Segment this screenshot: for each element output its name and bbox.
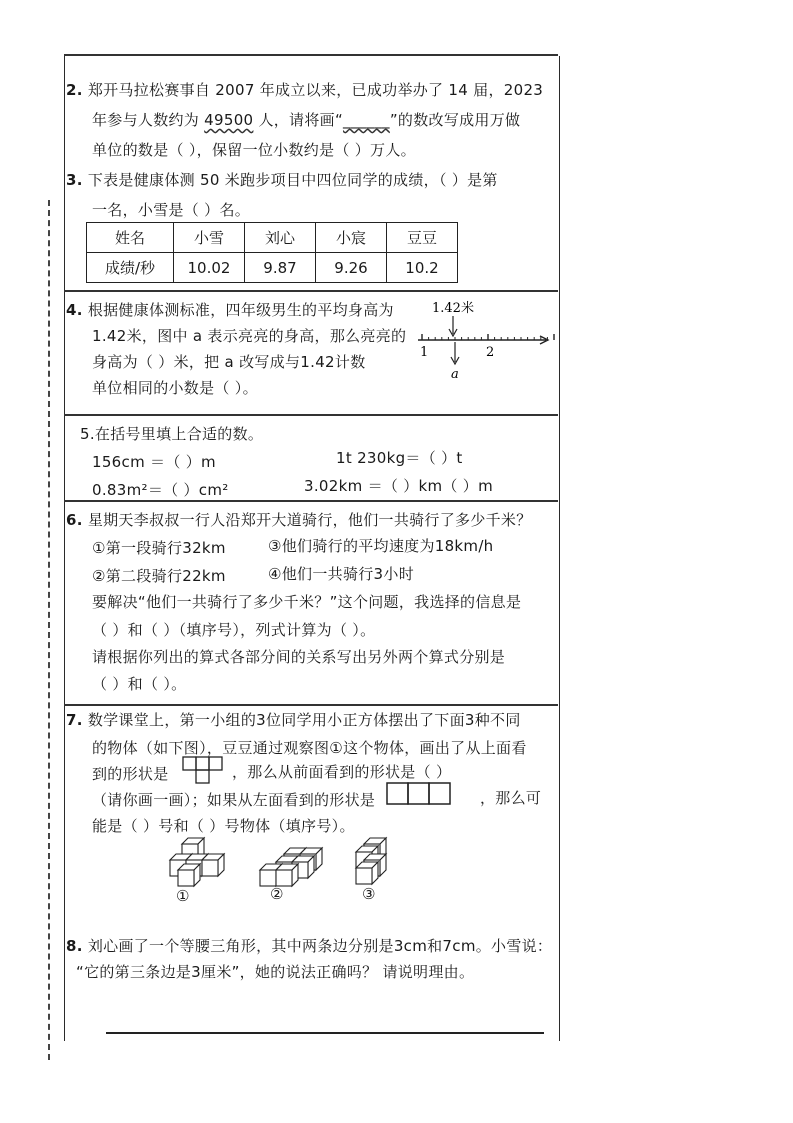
q5-item-3: 0.83m²＝（ ）cm² (92, 481, 229, 499)
wavy-mark-sample: ______ (343, 111, 390, 129)
q8-number: 8. (66, 937, 83, 955)
answer-line (106, 1032, 544, 1034)
table-cell: 9.87 (245, 253, 316, 283)
q6-line-7: （ ）和（ ）。 (92, 675, 187, 693)
cube-label-2: ② (270, 885, 284, 903)
table-header-cell: 刘心 (245, 223, 316, 253)
height-number-line-figure (410, 296, 560, 386)
q8-line-2: “它的第三条边是3厘米”，她的说法正确吗？ 请说明理由。 (76, 963, 475, 981)
table-row-label: 成绩/秒 (87, 253, 174, 283)
cube-figure-2 (260, 848, 322, 886)
table-row (87, 253, 458, 283)
q2-line-1: 2. 郑开马拉松赛事自 2007 年成立以来，已成功举办了 14 届，2023 (66, 81, 544, 99)
q7-line-3-post: ，那么从前面看到的形状是（ ） (232, 763, 452, 781)
q7-number: 7. (66, 711, 83, 729)
score-table (86, 222, 458, 283)
cube-figure-1 (170, 838, 224, 886)
q7-line-4-pre: （请你画一画）；如果从左面看到的形状是 (92, 791, 376, 809)
section-divider (64, 414, 558, 416)
table-header-cell: 豆豆 (387, 223, 458, 253)
q6-info-3: ③他们骑行的平均速度为18km/h (268, 537, 494, 555)
q2-line-2: 年参与人数约为 49500 人，请将画“______”的数改写成用万做 (92, 111, 521, 129)
table-cell: 10.2 (387, 253, 458, 283)
q7-line-3-pre: 到的形状是 (92, 765, 169, 783)
cube-figure-3 (356, 838, 386, 884)
q6-info-1: ①第一段骑行32km (92, 539, 226, 557)
q5-item-1: 156cm ＝（ ）m (92, 453, 216, 471)
q6-line-1: 6. 星期天李叔叔一行人沿郑开大道骑行，他们一共骑行了多少千米？ (66, 511, 532, 529)
cube-label-3: ③ (362, 885, 376, 903)
q3-line-1: 3. 下表是健康体测 50 米跑步项目中四位同学的成绩，（ ）是第 (66, 171, 498, 189)
q5-item-2: 1t 230kg＝（ ）t (336, 449, 463, 467)
q6-line-4: 要解决“他们一共骑行了多少千米？”这个问题，我选择的信息是 (92, 593, 522, 611)
tick-label-2: 2 (486, 345, 495, 360)
q6-info-2: ②第二段骑行22km (92, 567, 226, 585)
q7-line-5: 能是（ ）号和（ ）号物体（填序号）。 (92, 817, 355, 835)
table-cell: 10.02 (174, 253, 245, 283)
section-divider (64, 704, 558, 706)
q4-line-1: 4. 根据健康体测标准，四年级男生的平均身高为 (66, 301, 394, 319)
section-divider (64, 290, 558, 292)
cube-label-1: ① (176, 887, 190, 905)
q8-line-1: 8. 刘心画了一个等腰三角形，其中两条边分别是3cm和7cm。小雪说： (66, 937, 553, 955)
q6-line-5: （ ）和（ ）（填序号），列式计算为（ ）。 (92, 621, 376, 639)
q6-number: 6. (66, 511, 83, 529)
q5-title: 5.在括号里填上合适的数。 (80, 425, 264, 443)
q3-line-2: 一名，小雪是（ ）名。 (92, 201, 251, 219)
section-divider (64, 500, 558, 502)
q2-number: 2. (66, 81, 83, 99)
number-line-ticks (422, 334, 554, 340)
left-view-shape-icon (386, 782, 456, 808)
tick-label-1: 1 (420, 345, 429, 360)
binding-margin-dashes (48, 200, 50, 1060)
q4-line-4: 单位相同的小数是（ ）。 (92, 379, 258, 397)
q4-number: 4. (66, 301, 83, 319)
table-header-cell: 小雪 (174, 223, 245, 253)
q4-line-3: 身高为（ ）米，把 a 改写成与1.42计数 (92, 353, 366, 371)
point-a-label: a (451, 367, 459, 382)
q7-line-1: 7. 数学课堂上，第一小组的3位同学用小正方体摆出了下面3种不同 (66, 711, 521, 729)
q3-number: 3. (66, 171, 83, 189)
table-header-cell: 姓名 (87, 223, 174, 253)
q6-line-6: 请根据你列出的算式各部分间的关系写出另外两个算式分别是 (92, 648, 506, 666)
underlined-number: 49500 (204, 111, 254, 129)
table-cell: 9.26 (316, 253, 387, 283)
q4-line-2: 1.42米，图中 a 表示亮亮的身高，那么亮亮的 (92, 327, 407, 345)
table-header-cell: 小宸 (316, 223, 387, 253)
table-row (87, 223, 458, 253)
label-1-42m: 1.42米 (432, 301, 474, 316)
q6-info-4: ④他们一共骑行3小时 (268, 565, 414, 583)
q2-line-3: 单位的数是（ ），保留一位小数约是（ ）万人。 (92, 141, 416, 159)
q5-item-4: 3.02km ＝（ ）km（ ）m (304, 477, 494, 495)
q7-line-2: 的物体（如下图），豆豆通过观察图①这个物体，画出了从上面看 (92, 739, 527, 757)
q7-line-4-post: ，那么可 (480, 789, 542, 807)
